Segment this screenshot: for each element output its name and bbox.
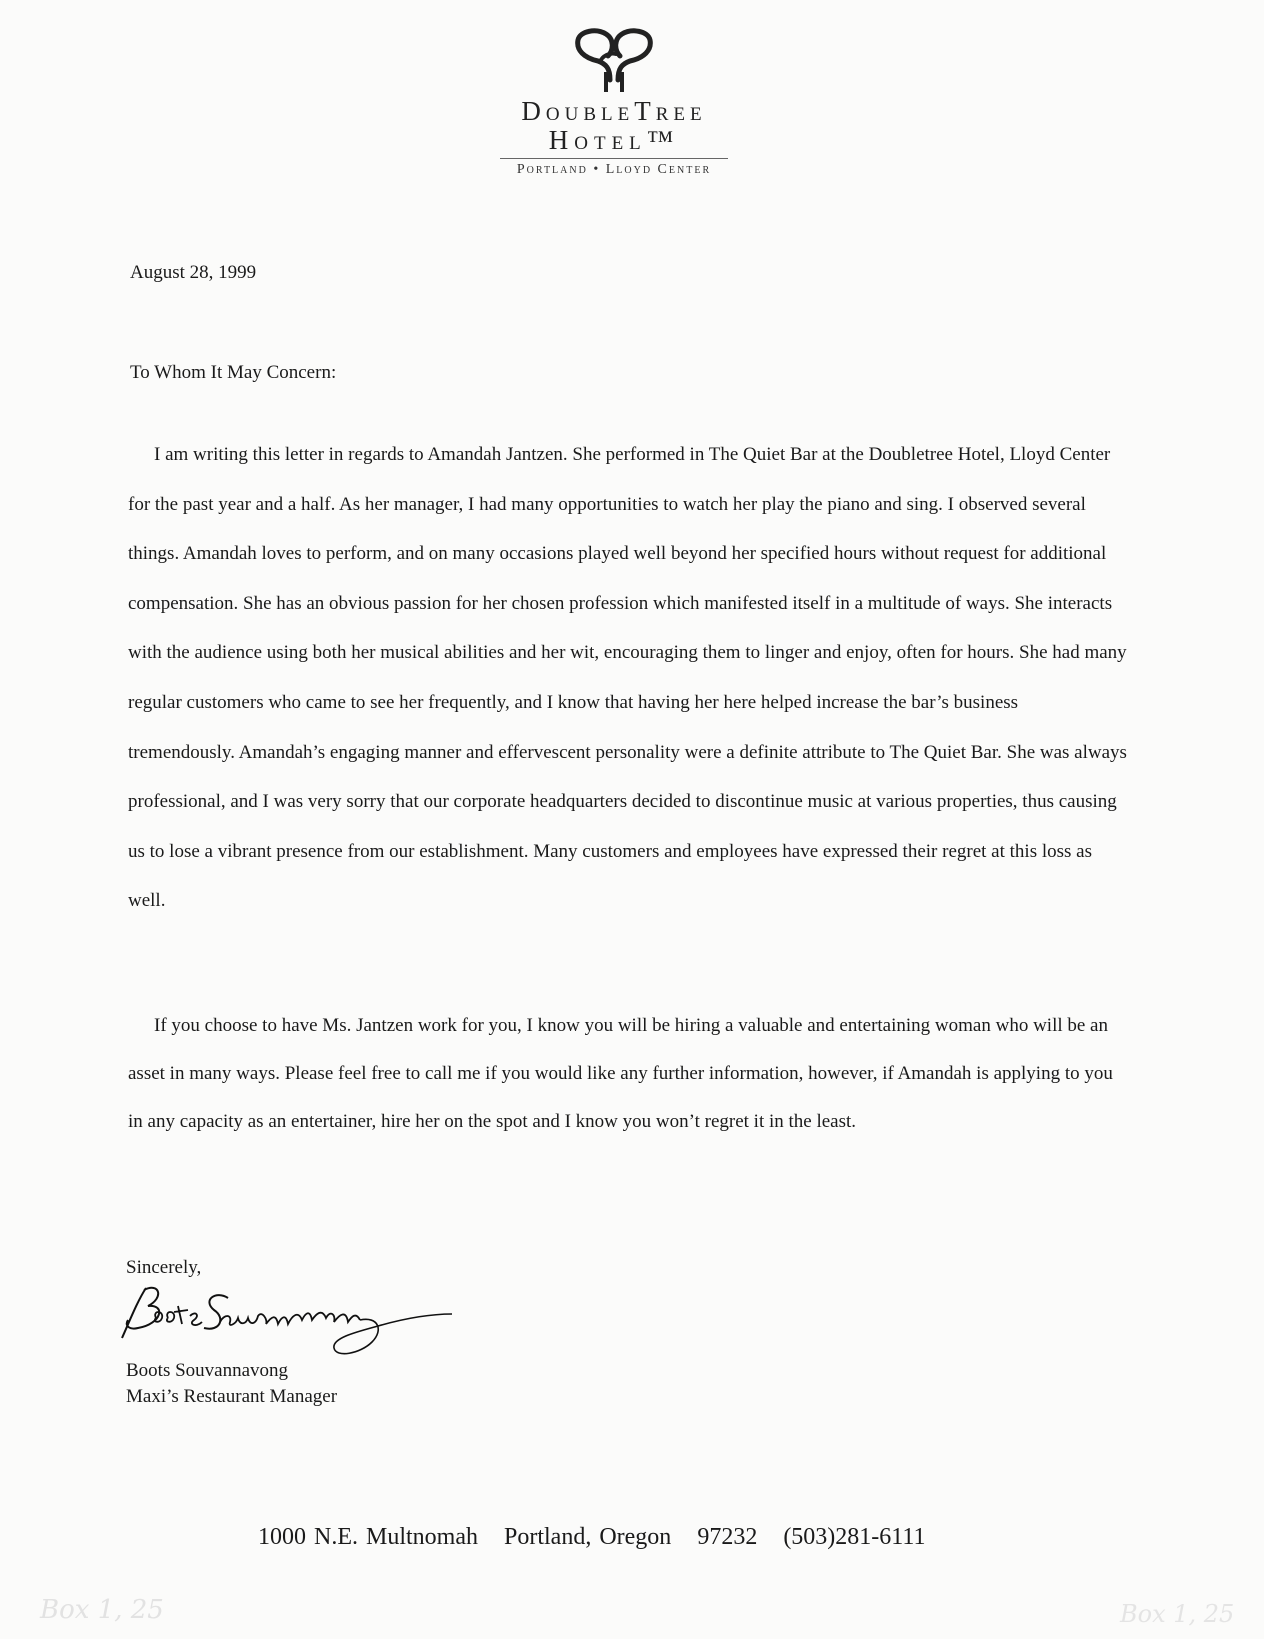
footer-street: 1000 N.E. Multnomah <box>258 1524 478 1550</box>
footer-address <box>258 1524 926 1551</box>
handwritten-signature <box>116 1280 456 1360</box>
body-paragraph-1: I am writing this letter in regards to Amandah Jantzen. She performed in The Quiet Bar at the Doubletree Hotel, Lloyd Center for the past year and a half. As her manager, I had many opportunities to watch her play the piano and sing. I observed several things. Amandah loves to perform, and on many occasions played well beyond her specified hours without request for additional compensation. She has an obvious passion for her chosen profession which manifested itself in a multitude of ways. She interacts with the audience using both her musical abilities and her wit, encouraging them to linger and enjoy, often for hours. She had many regular customers who came to see her frequently, and I know that having her here helped increase the bar’s business tremendously. Amandah’s engaging manner and effervescent personality were a definite attribute to The Quiet Bar. She was always professional, and I was very sorry that our corporate headquarters decided to discontinue music at various properties, thus causing us to lose a vibrant presence from our establishment. Many customers and employees have expressed their regret at this loss as well. <box>128 444 1127 912</box>
footer-city-state: Portland, Oregon <box>504 1524 672 1550</box>
pencil-mark-right: Box 1, 25 <box>1120 1600 1235 1628</box>
signer-title: Maxi’s Restaurant Manager <box>126 1386 338 1407</box>
footer-phone: (503)281-6111 <box>783 1524 926 1550</box>
body-paragraph-2: If you choose to have Ms. Jantzen work for you, I know you will be hiring a valuable and entertaining woman who will be an asset in many ways. Please feel free to call me if you would like any further information, however, if Amandah is applying to you in any capacity as an entertainer, hire her on the spot and I know you won’t regret it in the least. <box>128 1015 1113 1132</box>
letter-date: August 28, 1999 <box>130 262 257 283</box>
doubletree-logo-icon <box>566 28 662 94</box>
brand-location: Portland • Lloyd Center <box>516 162 712 177</box>
closing: Sincerely, <box>126 1257 202 1278</box>
letterhead-divider <box>500 158 728 159</box>
signer-name: Boots Souvannavong <box>126 1360 289 1381</box>
letterhead <box>494 28 734 178</box>
footer-zip: 97232 <box>697 1524 758 1550</box>
pencil-mark-left: Box 1, 25 <box>40 1595 164 1625</box>
brand-name: DoubleTree <box>521 96 707 126</box>
brand-hotel: Hotel™ <box>548 125 680 155</box>
salutation: To Whom It May Concern: <box>130 362 337 383</box>
